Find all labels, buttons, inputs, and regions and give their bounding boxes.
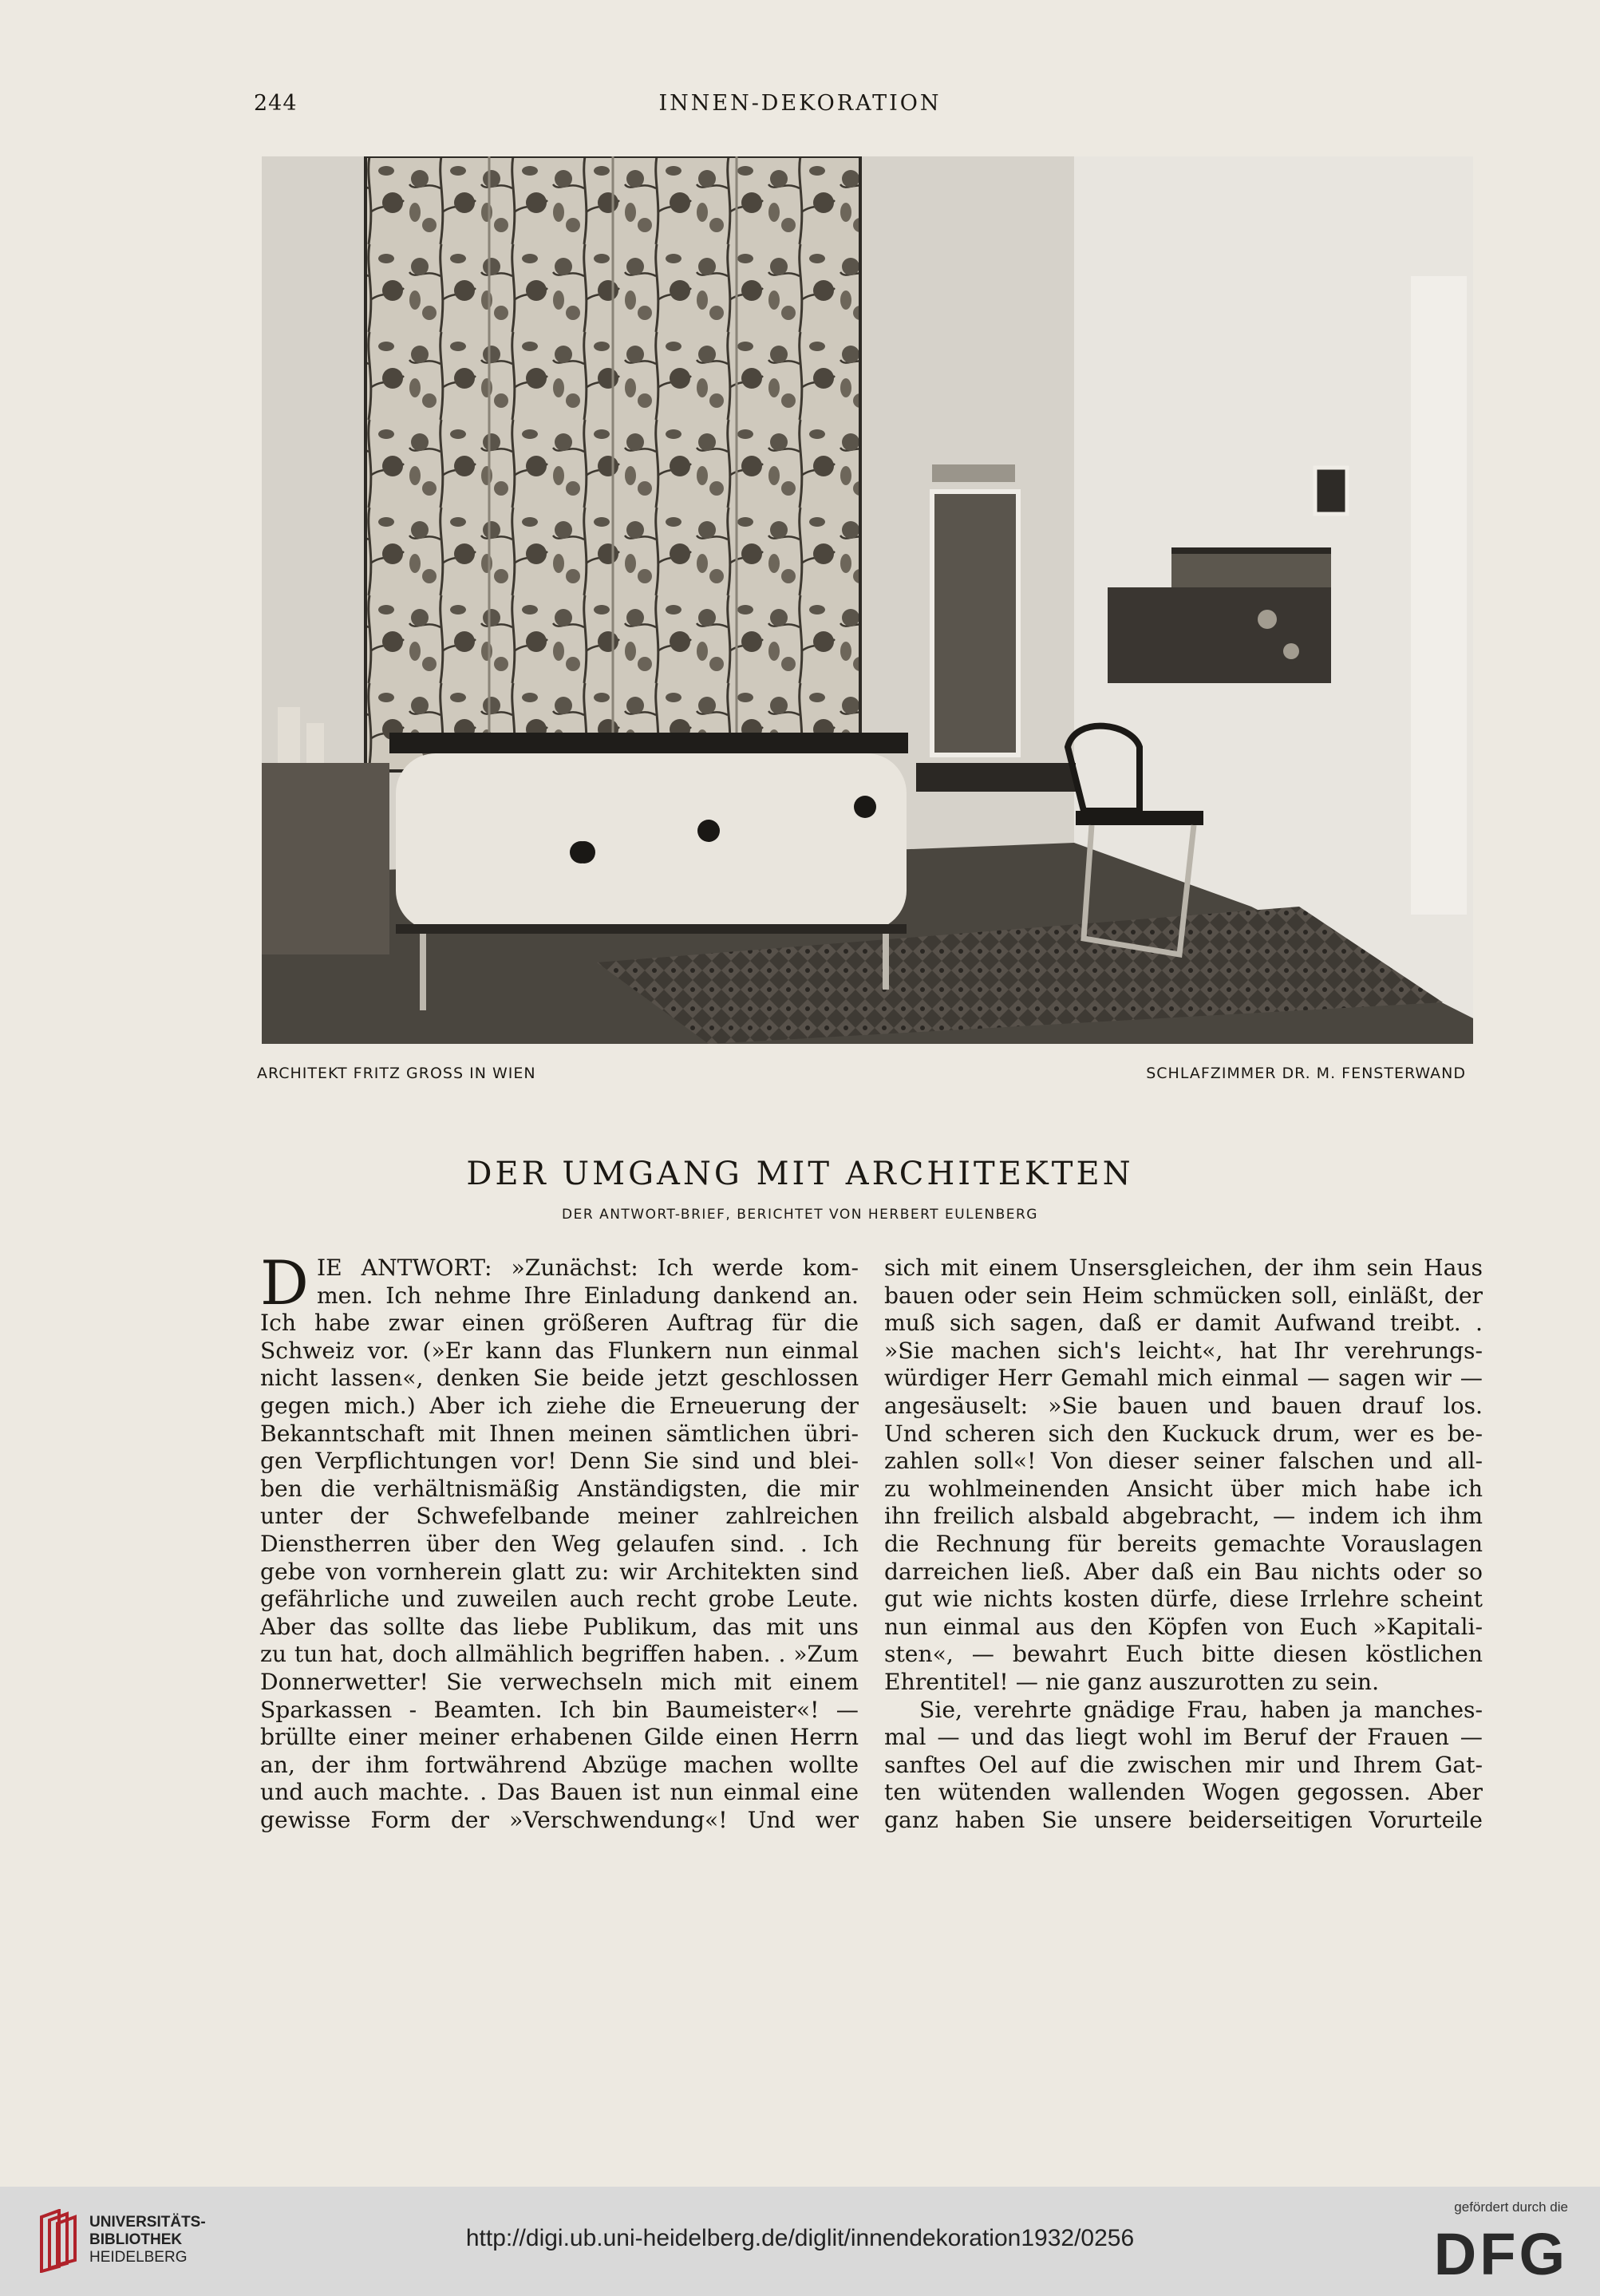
text-line: nun einmal aus den Köpfen von Euch »Kapitali- xyxy=(884,1613,1483,1640)
text-line: muß sich sagen, daß er damit Aufwand treibt. . xyxy=(884,1310,1483,1337)
dfg-logo: DFG xyxy=(1433,2221,1568,2287)
text-line: zu tun hat, doch allmählich begriffen haben. . »Zum xyxy=(260,1641,859,1668)
text-line: Ich habe zwar einen größeren Auftrag für die xyxy=(260,1310,859,1337)
text-line: brüllte einer meiner erhabenen Gilde einen Herrn xyxy=(260,1724,859,1751)
text-line: men. Ich nehme Ihre Einladung dankend an. xyxy=(316,1282,859,1309)
text-line: zahlen soll«! Von dieser seiner falschen und all- xyxy=(884,1448,1483,1475)
text-line: IE ANTWORT: »Zunächst: Ich werde kom- xyxy=(316,1255,859,1281)
text-line: »Sie machen sich's leicht«, hat Ihr verehrungs- xyxy=(884,1337,1483,1364)
text-line: gegen mich.) Aber ich ziehe die Erneuerung der xyxy=(260,1392,859,1419)
text-line: und auch machte. . Das Bauen ist nun einmal eine xyxy=(260,1779,859,1806)
text-line: bauen oder sein Heim schmücken soll, einläßt, der xyxy=(884,1282,1483,1309)
text-line: gut wie nichts kosten dürfe, diese Irrlehre scheint xyxy=(884,1586,1483,1613)
library-name-line1: UNIVERSITÄTS- xyxy=(89,2214,206,2231)
text-line: gen Verpflichtungen vor! Denn Sie sind und blei- xyxy=(260,1448,859,1475)
text-line: die Rechnung für bereits gemachte Vorauslagen xyxy=(884,1530,1483,1557)
text-line: Sparkassen - Beamten. Ich bin Baumeister«! — xyxy=(260,1696,859,1723)
text-line: angesäuselt: »Sie bauen und bauen drauf los. xyxy=(884,1392,1483,1419)
text-column-left xyxy=(260,1247,859,1834)
caption-architect: ARCHITEKT FRITZ GROSS IN WIEN xyxy=(257,1065,536,1082)
text-line: ihn freilich alsbald abgebracht, — indem ich ihm xyxy=(884,1503,1483,1530)
text-line: gebe von vornherein glatt zu: wir Architekten sind xyxy=(260,1558,859,1585)
bedroom-photograph xyxy=(262,156,1473,1044)
funding-note: gefördert durch die xyxy=(1454,2199,1568,2215)
text-line: sten«, — bewahrt Euch bitte diesen köstlichen xyxy=(884,1641,1483,1668)
text-line: darreichen ließ. Aber daß ein Bau nichts oder so xyxy=(884,1558,1483,1585)
text-line: unter der Schwefelbande meiner zahlreichen xyxy=(260,1503,859,1530)
article-subtitle: DER ANTWORT-BRIEF, BERICHTET VON HERBERT EULENBERG xyxy=(562,1207,1038,1223)
text-line: Bekanntschaft mit Ihnen meinen sämtlichen übri- xyxy=(260,1420,859,1447)
library-name-line2: BIBLIOTHEK xyxy=(89,2231,183,2248)
digitization-footer xyxy=(0,2187,1600,2296)
article-title: DER UMGANG MIT ARCHITEKTEN xyxy=(466,1156,1134,1192)
text-line: ganz haben Sie unsere beiderseitigen Vorurteile xyxy=(884,1806,1483,1833)
library-name-line3: HEIDELBERG xyxy=(89,2249,188,2266)
running-title: INNEN-DEKORATION xyxy=(658,91,942,116)
text-line: zu wohlmeinenden Ansicht über mich habe ich xyxy=(884,1475,1483,1502)
text-line: nicht lassen«, denken Sie beide jetzt geschlossen xyxy=(260,1365,859,1392)
text-line: sanftes Oel auf die zwischen mir und Ihrem Gat- xyxy=(884,1751,1483,1778)
text-line: Dienstherren über den Weg gelaufen sind. . Ich xyxy=(260,1530,859,1557)
text-line: gewisse Form der »Verschwendung«! Und wer xyxy=(260,1806,859,1833)
drop-cap: D xyxy=(260,1247,309,1318)
text-line: ten wütenden wallenden Wogen gegossen. Aber xyxy=(884,1779,1483,1806)
text-column-right xyxy=(884,1255,1483,1834)
caption-room: SCHLAFZIMMER DR. M. FENSTERWAND xyxy=(1146,1065,1466,1082)
text-line: gefährliche und zuweilen auch recht grobe Leute. xyxy=(260,1586,859,1613)
text-line: Und scheren sich den Kuckuck drum, wer es be- xyxy=(884,1420,1483,1447)
text-line: Schweiz vor. (»Er kann das Flunkern nun einmal xyxy=(260,1337,859,1364)
text-line: Ehrentitel! — nie ganz auszurotten zu sein. xyxy=(884,1668,1380,1695)
text-line: Aber das sollte das liebe Publikum, das mit uns xyxy=(260,1613,859,1640)
text-line: mal — und das liegt wohl im Beruf der Frauen — xyxy=(884,1724,1483,1751)
text-line: Sie, verehrte gnädige Frau, haben ja manches- xyxy=(919,1696,1483,1723)
text-line: sich mit einem Unsersgleichen, der ihm sein Haus xyxy=(884,1255,1483,1281)
text-line: Donnerwetter! Sie verwechseln mich mit einem xyxy=(260,1668,859,1695)
source-url-link[interactable]: http://digi.ub.uni-heidelberg.de/diglit/innendekoration1932/0256 xyxy=(465,2225,1135,2251)
page-number: 244 xyxy=(254,91,298,116)
text-line: an, der ihm fortwährend Abzüge machen wollte xyxy=(260,1751,859,1778)
text-line: ben die verhältnismäßig Anständigsten, die mir xyxy=(260,1475,859,1502)
text-line: würdiger Herr Gemahl mich einmal — sagen wir — xyxy=(884,1365,1483,1392)
